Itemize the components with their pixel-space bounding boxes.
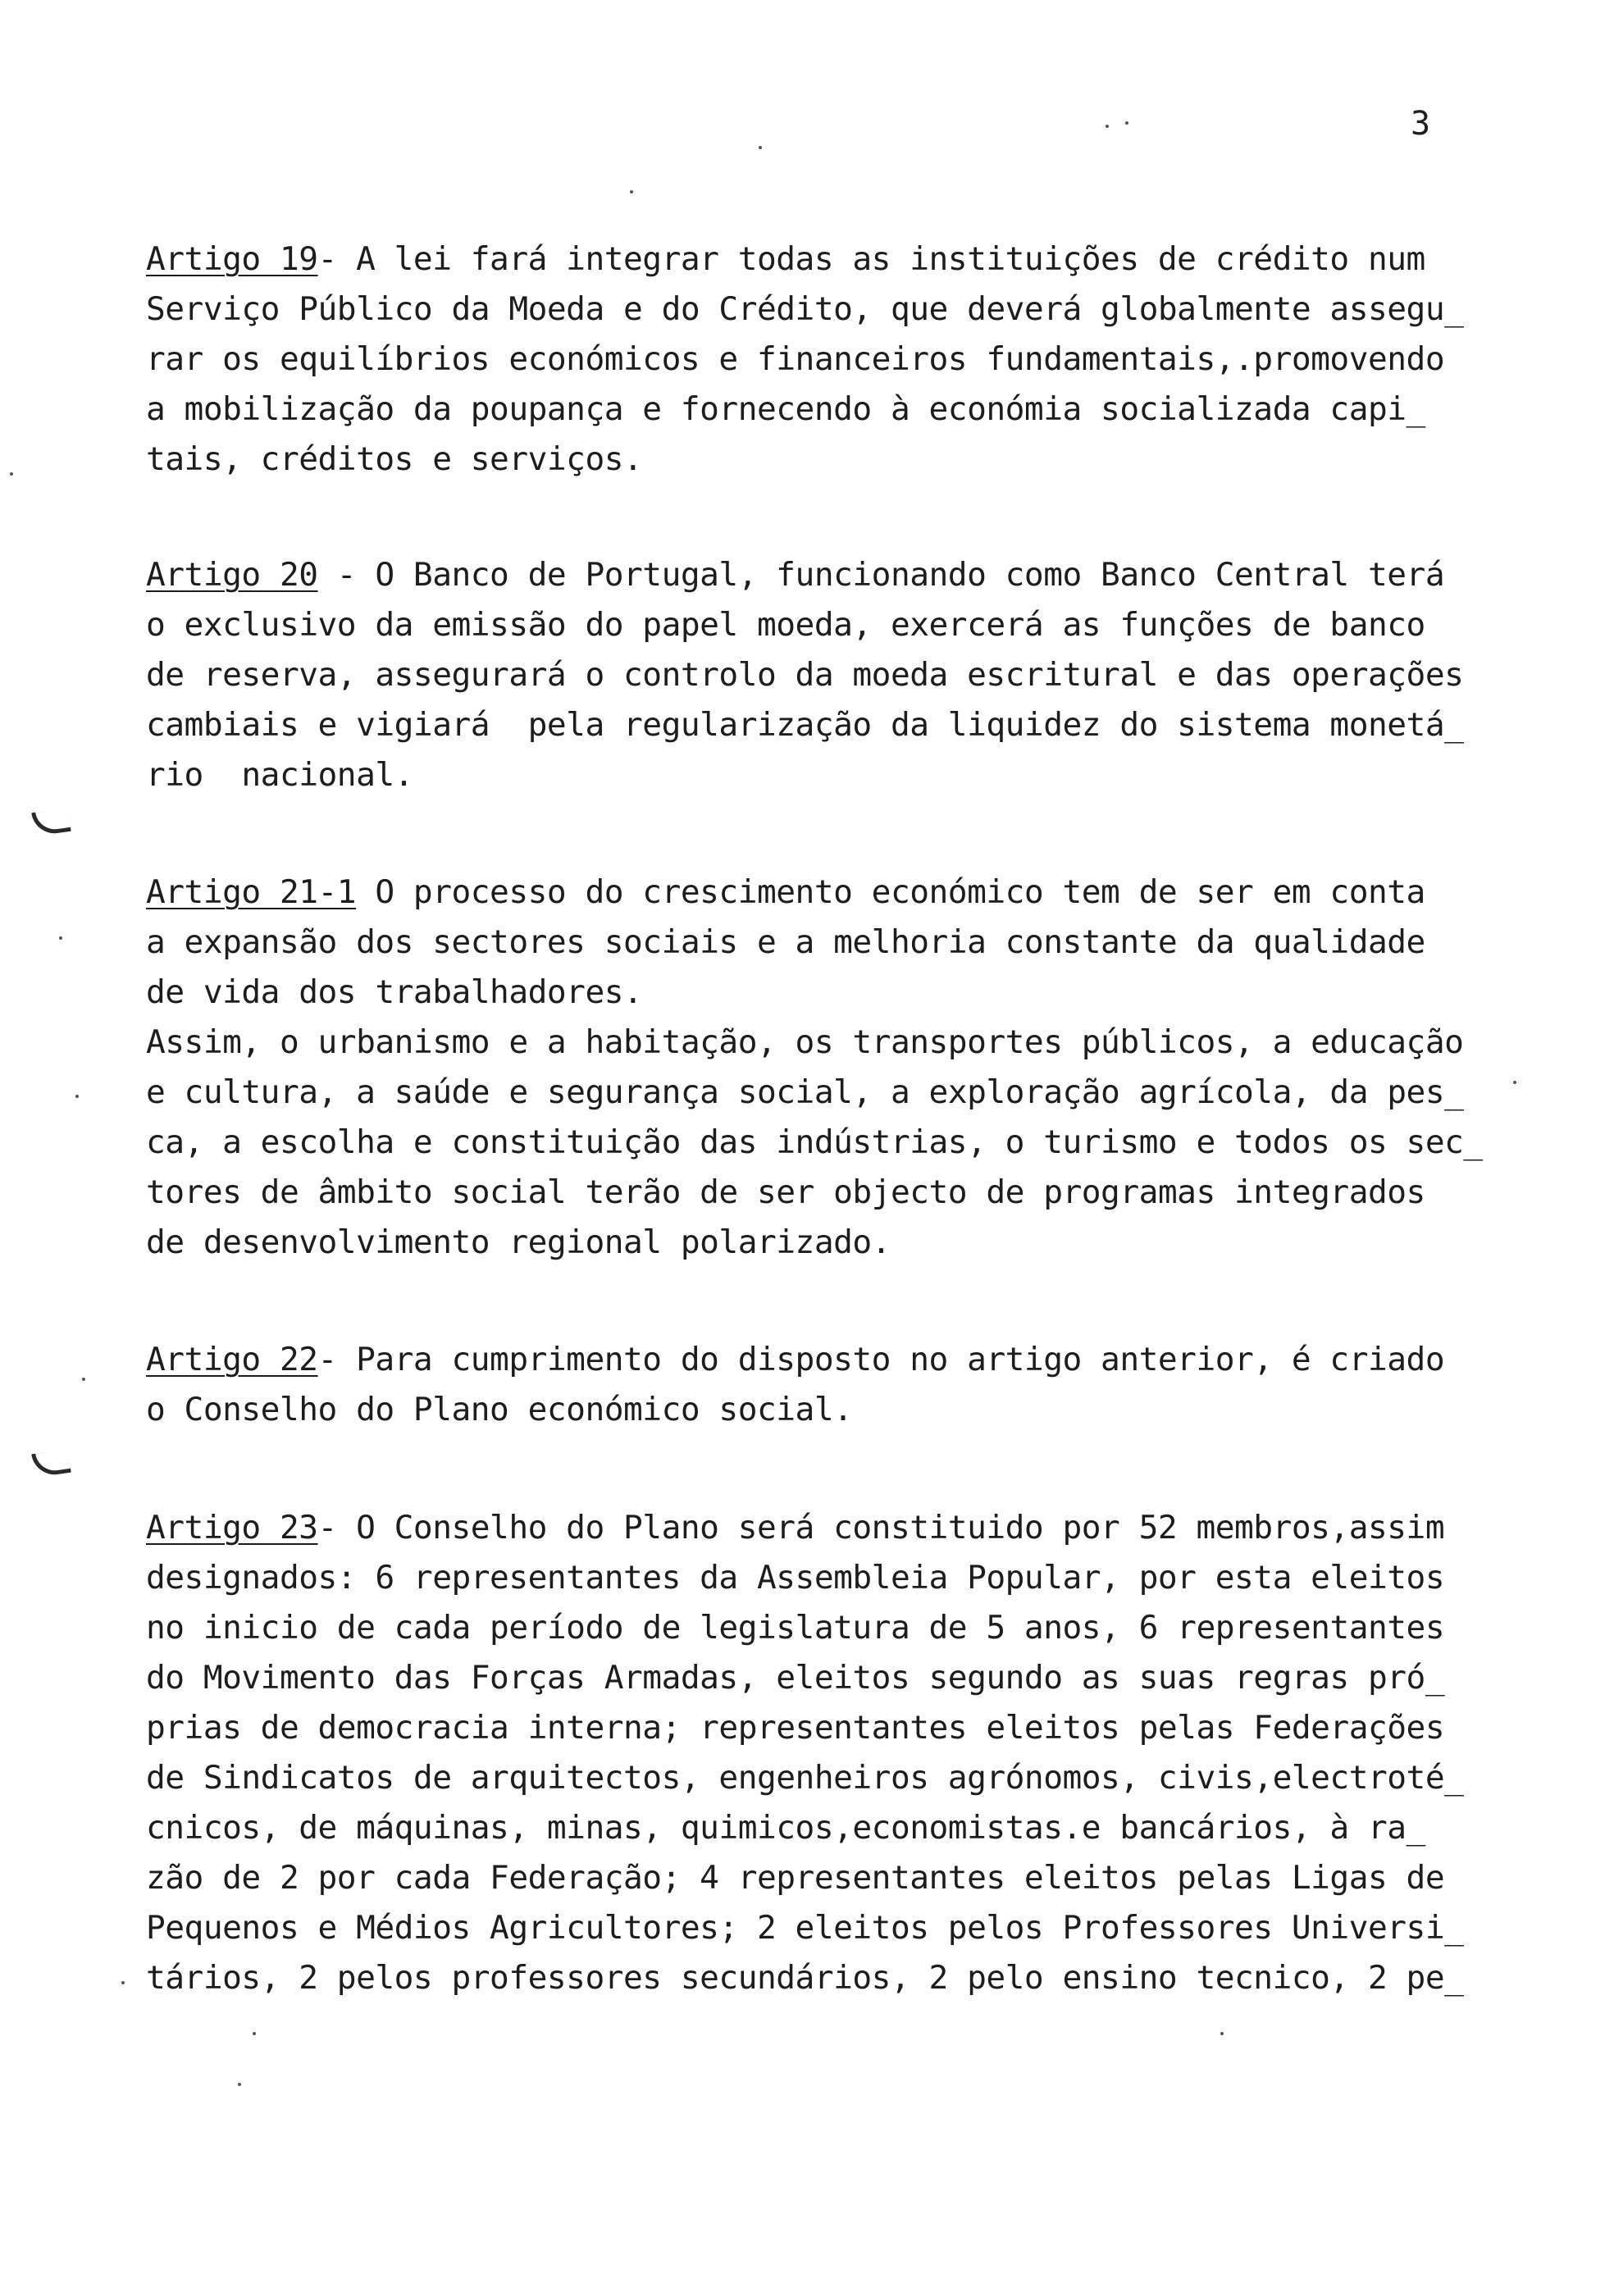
scan-speck: [759, 146, 762, 149]
article-line: tais, créditos e serviços.: [146, 440, 643, 478]
scan-speck: [1106, 125, 1109, 128]
scan-speck: [82, 1378, 85, 1381]
article-line: [146, 868, 1573, 918]
article-line: a expansão dos sectores sociais e a melhoria constante da qualidade: [146, 923, 1425, 961]
article-text: O processo do crescimento económico tem de ser em conta: [356, 873, 1425, 911]
article-heading: Artigo 22: [146, 1341, 318, 1378]
article-22: [146, 1335, 1573, 1435]
article-line: [146, 235, 1573, 285]
article-line: o exclusivo da emissão do papel moeda, exercerá as funções de banco: [146, 606, 1425, 644]
article-text: - O Banco de Portugal, funcionando como Banco Central terá: [317, 556, 1445, 594]
article-heading: Artigo 19: [146, 240, 318, 278]
article-line: no inicio de cada período de legislatura de 5 anos, 6 representantes: [146, 1609, 1445, 1647]
scan-speck: [630, 190, 633, 194]
scan-speck: [1125, 121, 1128, 125]
article-line: prias de democracia interna; representantes eleitos pelas Federações: [146, 1709, 1445, 1747]
article-line: tores de âmbito social terão de ser objecto de programas integrados: [146, 1173, 1425, 1211]
article-line: de reserva, assegurará o controlo da moeda escritural e das operações: [146, 656, 1464, 694]
article-line: de Sindicatos de arquitectos, engenheiros agrónomos, civis,electroté_: [146, 1759, 1464, 1797]
article-line: de vida dos trabalhadores.: [146, 973, 643, 1011]
article-line: a mobilização da poupança e fornecendo à económia socializada capi_: [146, 390, 1425, 428]
article-heading: Artigo 23: [146, 1509, 318, 1547]
scan-speck: [1513, 1081, 1516, 1084]
scan-speck: [238, 2083, 241, 2086]
article-line: Assim, o urbanismo e a habitação, os transportes públicos, a educação: [146, 1023, 1464, 1061]
article-line: do Movimento das Forças Armadas, eleitos segundo as suas regras pró_: [146, 1659, 1445, 1697]
scan-speck: [121, 1981, 125, 1984]
article-line: cnicos, de máquinas, minas, quimicos,economistas.e bancários, à ra_: [146, 1809, 1425, 1847]
article-line: o Conselho do Plano económico social.: [146, 1391, 853, 1428]
scan-speck: [10, 472, 13, 476]
article-23: [146, 1503, 1573, 2003]
article-line: [146, 1335, 1573, 1385]
article-line: Pequenos e Médios Agricultores; 2 eleitos pelos Professores Universi_: [146, 1909, 1464, 1947]
article-line: [146, 550, 1573, 600]
scan-speck: [1220, 2032, 1224, 2035]
article-text: - A lei fará integrar todas as instituições de crédito num: [317, 240, 1425, 278]
article-line: [146, 1503, 1573, 1553]
scan-speck: [59, 936, 62, 940]
article-line: ca, a escolha e constituição das indústrias, o turismo e todos os sec_: [146, 1123, 1483, 1161]
article-line: de desenvolvimento regional polarizado.: [146, 1223, 891, 1261]
article-line: designados: 6 representantes da Assembleia Popular, por esta eleitos: [146, 1559, 1445, 1597]
article-text: - Para cumprimento do disposto no artigo anterior, é criado: [317, 1341, 1445, 1378]
article-heading: Artigo 20: [146, 556, 318, 594]
article-line: e cultura, a saúde e segurança social, a exploração agrícola, da pes_: [146, 1073, 1464, 1111]
article-line: Serviço Público da Moeda e do Crédito, que deverá globalmente assegu_: [146, 290, 1464, 328]
article-text: - O Conselho do Plano será constituido por 52 membros,assim: [317, 1509, 1445, 1547]
article-line: rar os equilíbrios económicos e financeiros fundamentais,.promovendo: [146, 340, 1445, 378]
scan-speck: [75, 1095, 79, 1098]
article-line: rio nacional.: [146, 756, 413, 794]
article-21: [146, 868, 1573, 1268]
article-20: [146, 550, 1573, 800]
article-line: cambiais e vigiará pela regularização da liquidez do sistema monetá_: [146, 706, 1464, 744]
punch-hole-mark: [31, 808, 71, 836]
page-number: 3: [1411, 105, 1431, 143]
article-line: tários, 2 pelos professores secundários, 2 pelo ensino tecnico, 2 pe_: [146, 1959, 1464, 1997]
article-heading: Artigo 21-1: [146, 873, 357, 911]
punch-hole-mark: [31, 1449, 71, 1478]
article-line: zão de 2 por cada Federação; 4 representantes eleitos pelas Ligas de: [146, 1859, 1445, 1897]
scan-speck: [253, 2032, 256, 2035]
article-19: [146, 235, 1573, 485]
